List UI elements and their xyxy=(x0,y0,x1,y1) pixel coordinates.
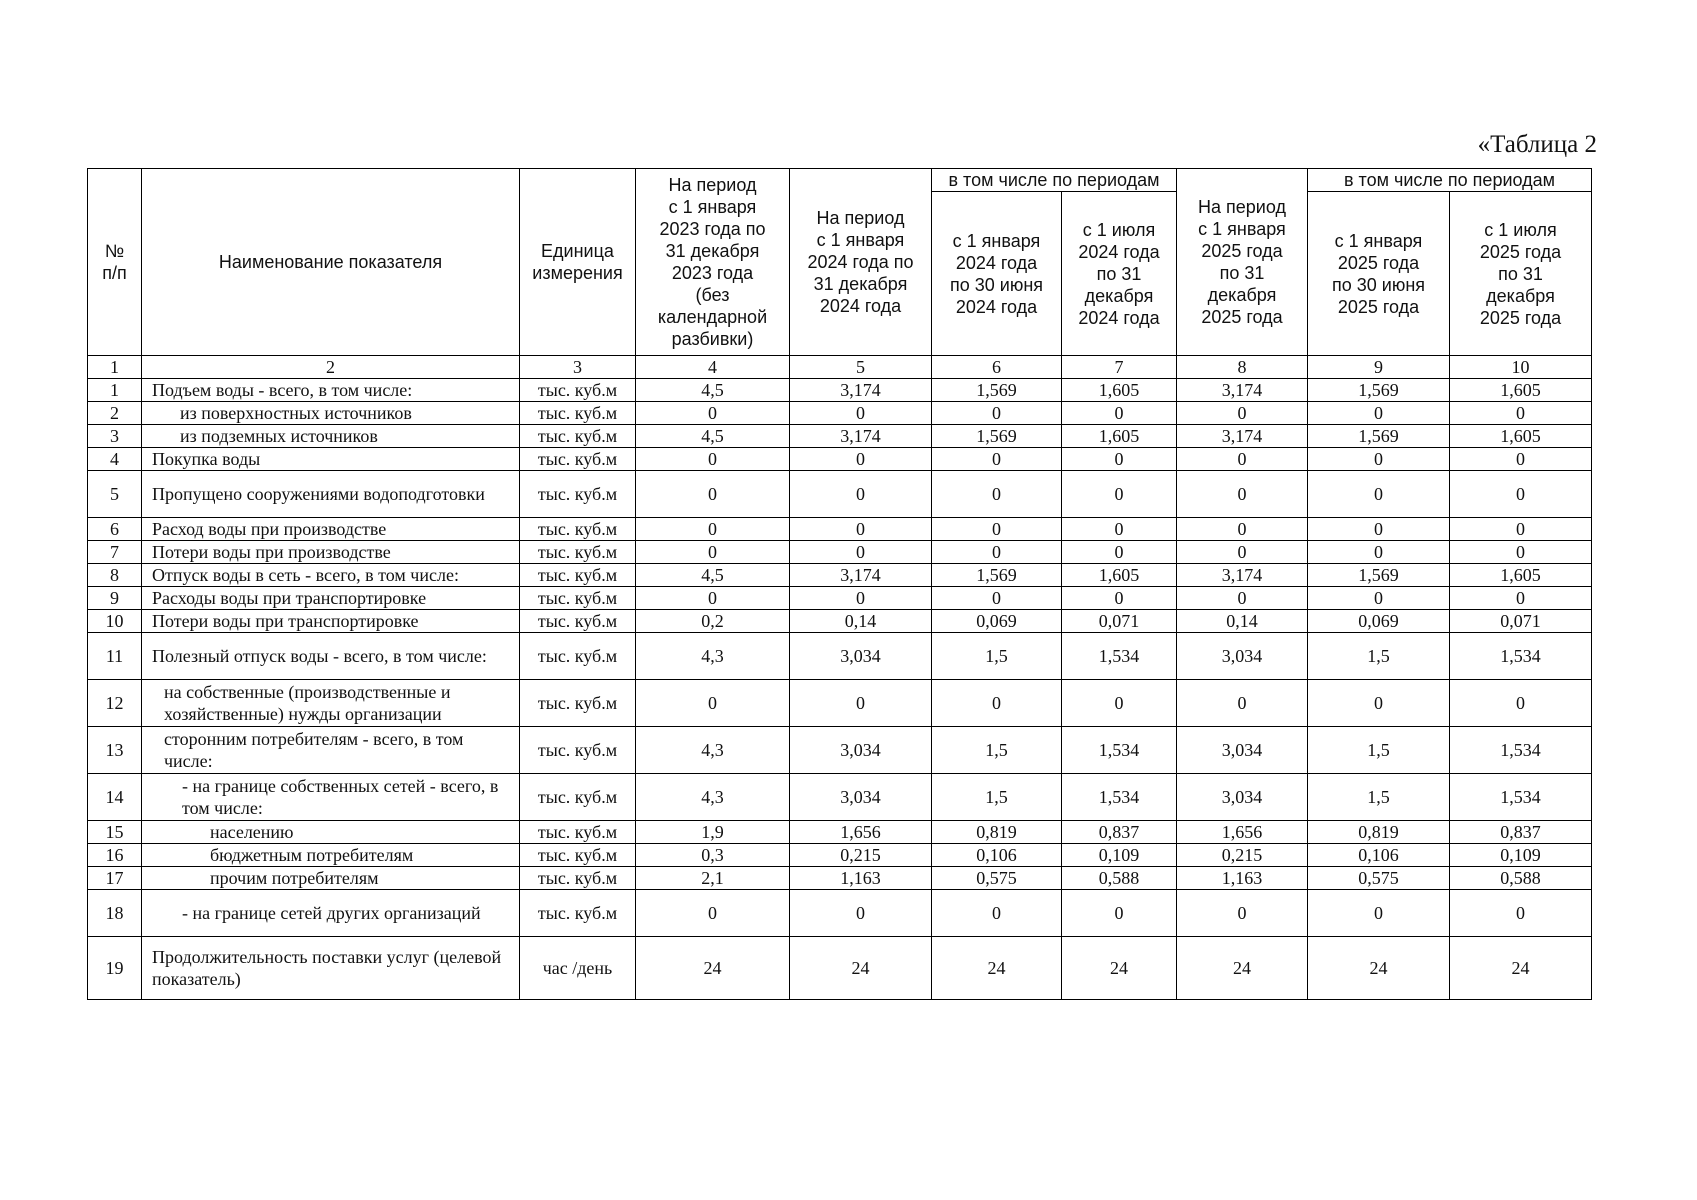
unit-cell: тыс. куб.м xyxy=(520,379,636,402)
value-cell: 0,575 xyxy=(932,867,1062,890)
value-cell: 0 xyxy=(1062,541,1177,564)
value-cell: 0 xyxy=(1177,680,1308,727)
header-2024-h2: с 1 июля 2024 года по 31 декабря 2024 года xyxy=(1062,192,1177,356)
value-cell: 1,534 xyxy=(1062,774,1177,821)
value-cell: 1,534 xyxy=(1062,727,1177,774)
indicator-name: Подъем воды - всего, в том числе: xyxy=(142,379,520,402)
value-cell: 1,569 xyxy=(1308,379,1450,402)
value-cell: 0 xyxy=(1177,541,1308,564)
column-number: 6 xyxy=(932,356,1062,379)
indicator-name: Продолжительность поставки услуг (целевой показатель) xyxy=(142,937,520,1000)
value-cell: 0 xyxy=(636,518,790,541)
value-cell: 0 xyxy=(636,448,790,471)
value-cell: 0 xyxy=(1177,518,1308,541)
value-cell: 0,588 xyxy=(1062,867,1177,890)
value-cell: 0,071 xyxy=(1450,610,1592,633)
unit-cell: тыс. куб.м xyxy=(520,774,636,821)
table-row xyxy=(88,633,1592,680)
value-cell: 0 xyxy=(1062,518,1177,541)
value-cell: 0,071 xyxy=(1062,610,1177,633)
column-number: 2 xyxy=(142,356,520,379)
value-cell: 4,3 xyxy=(636,774,790,821)
value-cell: 0 xyxy=(1062,471,1177,518)
value-cell: 0,3 xyxy=(636,844,790,867)
value-cell: 0 xyxy=(932,541,1062,564)
value-cell: 0 xyxy=(1062,402,1177,425)
value-cell: 24 xyxy=(1177,937,1308,1000)
row-number: 1 xyxy=(88,379,142,402)
value-cell: 1,9 xyxy=(636,821,790,844)
value-cell: 0,106 xyxy=(1308,844,1450,867)
table-row xyxy=(88,821,1592,844)
column-number-row xyxy=(88,356,1592,379)
row-number: 11 xyxy=(88,633,142,680)
value-cell: 0,109 xyxy=(1450,844,1592,867)
value-cell: 1,534 xyxy=(1450,633,1592,680)
value-cell: 4,3 xyxy=(636,633,790,680)
column-number: 8 xyxy=(1177,356,1308,379)
row-number: 3 xyxy=(88,425,142,448)
value-cell: 0 xyxy=(790,890,932,937)
value-cell: 0 xyxy=(790,587,932,610)
value-cell: 0 xyxy=(1308,448,1450,471)
row-number: 10 xyxy=(88,610,142,633)
unit-cell: тыс. куб.м xyxy=(520,821,636,844)
row-number: 2 xyxy=(88,402,142,425)
indicator-name: Пропущено сооружениями водоподготовки xyxy=(142,471,520,518)
header-2024-h1: с 1 января 2024 года по 30 июня 2024 года xyxy=(932,192,1062,356)
header-name: Наименование показателя xyxy=(142,169,520,356)
value-cell: 3,034 xyxy=(1177,633,1308,680)
value-cell: 0 xyxy=(1308,541,1450,564)
unit-cell: тыс. куб.м xyxy=(520,844,636,867)
value-cell: 0 xyxy=(1450,890,1592,937)
header-unit: Единица измерения xyxy=(520,169,636,356)
row-number: 15 xyxy=(88,821,142,844)
table-row xyxy=(88,518,1592,541)
value-cell: 1,163 xyxy=(1177,867,1308,890)
indicator-name: бюджетным потребителям xyxy=(142,844,520,867)
value-cell: 0,837 xyxy=(1450,821,1592,844)
table-row xyxy=(88,587,1592,610)
unit-cell: тыс. куб.м xyxy=(520,867,636,890)
value-cell: 0 xyxy=(1177,402,1308,425)
value-cell: 24 xyxy=(790,937,932,1000)
value-cell: 0,588 xyxy=(1450,867,1592,890)
indicator-name: сторонним потребителям - всего, в том числе: xyxy=(142,727,520,774)
header-group-2025: в том числе по периодам xyxy=(1308,169,1592,192)
value-cell: 0 xyxy=(1062,448,1177,471)
value-cell: 2,1 xyxy=(636,867,790,890)
header-2025-h1: с 1 января 2025 года по 30 июня 2025 года xyxy=(1308,192,1450,356)
header-num: № п/п xyxy=(88,169,142,356)
value-cell: 3,034 xyxy=(1177,727,1308,774)
value-cell: 0 xyxy=(932,402,1062,425)
indicator-name: Полезный отпуск воды - всего, в том числе: xyxy=(142,633,520,680)
value-cell: 1,605 xyxy=(1062,564,1177,587)
indicator-name: из подземных источников xyxy=(142,425,520,448)
value-cell: 24 xyxy=(1308,937,1450,1000)
table-row xyxy=(88,727,1592,774)
value-cell: 3,034 xyxy=(1177,774,1308,821)
unit-cell: тыс. куб.м xyxy=(520,633,636,680)
row-number: 14 xyxy=(88,774,142,821)
indicator-name: прочим потребителям xyxy=(142,867,520,890)
table-row xyxy=(88,937,1592,1000)
row-number: 4 xyxy=(88,448,142,471)
row-number: 13 xyxy=(88,727,142,774)
value-cell: 1,163 xyxy=(790,867,932,890)
unit-cell: тыс. куб.м xyxy=(520,402,636,425)
value-cell: 1,656 xyxy=(790,821,932,844)
unit-cell: тыс. куб.м xyxy=(520,610,636,633)
value-cell: 3,174 xyxy=(1177,425,1308,448)
value-cell: 1,5 xyxy=(1308,727,1450,774)
row-number: 18 xyxy=(88,890,142,937)
header-period-2025: На период с 1 января 2025 года по 31 декабря 2025 года xyxy=(1177,169,1308,356)
value-cell: 1,569 xyxy=(1308,425,1450,448)
table-row xyxy=(88,564,1592,587)
value-cell: 1,569 xyxy=(1308,564,1450,587)
value-cell: 3,174 xyxy=(790,379,932,402)
value-cell: 1,605 xyxy=(1450,425,1592,448)
table-row xyxy=(88,471,1592,518)
value-cell: 0,14 xyxy=(790,610,932,633)
value-cell: 0 xyxy=(636,541,790,564)
value-cell: 0 xyxy=(932,518,1062,541)
table-row xyxy=(88,774,1592,821)
value-cell: 3,034 xyxy=(790,633,932,680)
value-cell: 1,605 xyxy=(1450,379,1592,402)
row-number: 6 xyxy=(88,518,142,541)
value-cell: 1,5 xyxy=(932,633,1062,680)
table-row xyxy=(88,844,1592,867)
unit-cell: тыс. куб.м xyxy=(520,425,636,448)
value-cell: 4,5 xyxy=(636,564,790,587)
header-group-2024: в том числе по периодам xyxy=(932,169,1177,192)
unit-cell: час /день xyxy=(520,937,636,1000)
value-cell: 0 xyxy=(1308,402,1450,425)
value-cell: 1,656 xyxy=(1177,821,1308,844)
column-number: 3 xyxy=(520,356,636,379)
unit-cell: тыс. куб.м xyxy=(520,541,636,564)
row-number: 16 xyxy=(88,844,142,867)
value-cell: 0 xyxy=(1450,541,1592,564)
value-cell: 0,819 xyxy=(932,821,1062,844)
value-cell: 0 xyxy=(932,587,1062,610)
value-cell: 0 xyxy=(636,680,790,727)
value-cell: 24 xyxy=(1062,937,1177,1000)
value-cell: 0 xyxy=(790,402,932,425)
value-cell: 0 xyxy=(1308,471,1450,518)
value-cell: 0 xyxy=(1450,448,1592,471)
value-cell: 0 xyxy=(790,518,932,541)
unit-cell: тыс. куб.м xyxy=(520,518,636,541)
value-cell: 0 xyxy=(1308,587,1450,610)
column-number: 4 xyxy=(636,356,790,379)
unit-cell: тыс. куб.м xyxy=(520,471,636,518)
table-row xyxy=(88,610,1592,633)
indicator-name: из поверхностных источников xyxy=(142,402,520,425)
value-cell: 3,034 xyxy=(790,774,932,821)
table-row xyxy=(88,867,1592,890)
indicator-name: Отпуск воды в сеть - всего, в том числе: xyxy=(142,564,520,587)
unit-cell: тыс. куб.м xyxy=(520,448,636,471)
value-cell: 0 xyxy=(636,402,790,425)
value-cell: 0,069 xyxy=(1308,610,1450,633)
value-cell: 0 xyxy=(790,448,932,471)
row-number: 17 xyxy=(88,867,142,890)
header-period-2023: На период с 1 января 2023 года по 31 декабря 2023 года (без календарной разбивки) xyxy=(636,169,790,356)
value-cell: 1,569 xyxy=(932,379,1062,402)
value-cell: 0 xyxy=(1177,471,1308,518)
value-cell: 3,174 xyxy=(790,564,932,587)
value-cell: 0,14 xyxy=(1177,610,1308,633)
table-row xyxy=(88,379,1592,402)
column-number: 10 xyxy=(1450,356,1592,379)
value-cell: 0 xyxy=(1450,680,1592,727)
value-cell: 3,034 xyxy=(790,727,932,774)
indicator-name: Расходы воды при транспортировке xyxy=(142,587,520,610)
value-cell: 1,5 xyxy=(1308,774,1450,821)
value-cell: 4,5 xyxy=(636,425,790,448)
value-cell: 0 xyxy=(932,680,1062,727)
value-cell: 0 xyxy=(790,680,932,727)
table-row xyxy=(88,680,1592,727)
table-row xyxy=(88,541,1592,564)
indicator-name: Покупка воды xyxy=(142,448,520,471)
table-caption: «Таблица 2 xyxy=(1477,131,1597,158)
value-cell: 0,069 xyxy=(932,610,1062,633)
indicator-name: на собственные (производственные и хозяйственные) нужды организации xyxy=(142,680,520,727)
value-cell: 1,534 xyxy=(1062,633,1177,680)
row-number: 8 xyxy=(88,564,142,587)
unit-cell: тыс. куб.м xyxy=(520,890,636,937)
value-cell: 3,174 xyxy=(790,425,932,448)
value-cell: 0,106 xyxy=(932,844,1062,867)
value-cell: 0 xyxy=(932,471,1062,518)
column-number: 1 xyxy=(88,356,142,379)
indicator-name: Потери воды при производстве xyxy=(142,541,520,564)
value-cell: 0,819 xyxy=(1308,821,1450,844)
value-cell: 4,5 xyxy=(636,379,790,402)
value-cell: 1,5 xyxy=(932,774,1062,821)
value-cell: 0,837 xyxy=(1062,821,1177,844)
value-cell: 1,605 xyxy=(1062,425,1177,448)
value-cell: 1,5 xyxy=(932,727,1062,774)
value-cell: 0 xyxy=(636,587,790,610)
row-number: 5 xyxy=(88,471,142,518)
value-cell: 1,569 xyxy=(932,564,1062,587)
value-cell: 0,215 xyxy=(790,844,932,867)
value-cell: 0 xyxy=(1308,890,1450,937)
table-row xyxy=(88,402,1592,425)
header-2025-h2: с 1 июля 2025 года по 31 декабря 2025 года xyxy=(1450,192,1592,356)
value-cell: 0 xyxy=(636,471,790,518)
column-number: 7 xyxy=(1062,356,1177,379)
indicator-name: населению xyxy=(142,821,520,844)
value-cell: 0 xyxy=(636,890,790,937)
value-cell: 0 xyxy=(790,541,932,564)
value-cell: 24 xyxy=(1450,937,1592,1000)
indicators-table xyxy=(87,168,1592,1000)
column-number: 5 xyxy=(790,356,932,379)
unit-cell: тыс. куб.м xyxy=(520,727,636,774)
indicator-name: Расход воды при производстве xyxy=(142,518,520,541)
value-cell: 3,174 xyxy=(1177,564,1308,587)
column-number: 9 xyxy=(1308,356,1450,379)
table-row xyxy=(88,425,1592,448)
unit-cell: тыс. куб.м xyxy=(520,587,636,610)
row-number: 12 xyxy=(88,680,142,727)
value-cell: 0 xyxy=(1450,471,1592,518)
value-cell: 0,2 xyxy=(636,610,790,633)
value-cell: 1,534 xyxy=(1450,774,1592,821)
unit-cell: тыс. куб.м xyxy=(520,564,636,587)
value-cell: 0 xyxy=(1177,587,1308,610)
row-number: 7 xyxy=(88,541,142,564)
value-cell: 0,575 xyxy=(1308,867,1450,890)
unit-cell: тыс. куб.м xyxy=(520,680,636,727)
value-cell: 4,3 xyxy=(636,727,790,774)
table-row xyxy=(88,448,1592,471)
header-period-2024: На период с 1 января 2024 года по 31 декабря 2024 года xyxy=(790,169,932,356)
indicator-name: Потери воды при транспортировке xyxy=(142,610,520,633)
indicator-name: - на границе сетей других организаций xyxy=(142,890,520,937)
value-cell: 24 xyxy=(636,937,790,1000)
value-cell: 0 xyxy=(932,890,1062,937)
value-cell: 0 xyxy=(1308,518,1450,541)
value-cell: 0,215 xyxy=(1177,844,1308,867)
value-cell: 1,569 xyxy=(932,425,1062,448)
value-cell: 0 xyxy=(1450,402,1592,425)
value-cell: 1,605 xyxy=(1450,564,1592,587)
value-cell: 0 xyxy=(1177,448,1308,471)
table-row xyxy=(88,890,1592,937)
value-cell: 0 xyxy=(1308,680,1450,727)
value-cell: 24 xyxy=(932,937,1062,1000)
value-cell: 0,109 xyxy=(1062,844,1177,867)
value-cell: 3,174 xyxy=(1177,379,1308,402)
value-cell: 1,534 xyxy=(1450,727,1592,774)
row-number: 9 xyxy=(88,587,142,610)
value-cell: 0 xyxy=(1450,518,1592,541)
row-number: 19 xyxy=(88,937,142,1000)
value-cell: 0 xyxy=(1062,587,1177,610)
value-cell: 0 xyxy=(1062,680,1177,727)
value-cell: 0 xyxy=(932,448,1062,471)
value-cell: 0 xyxy=(1177,890,1308,937)
value-cell: 1,605 xyxy=(1062,379,1177,402)
value-cell: 0 xyxy=(790,471,932,518)
value-cell: 1,5 xyxy=(1308,633,1450,680)
value-cell: 0 xyxy=(1062,890,1177,937)
indicator-name: - на границе собственных сетей - всего, в том числе: xyxy=(142,774,520,821)
value-cell: 0 xyxy=(1450,587,1592,610)
